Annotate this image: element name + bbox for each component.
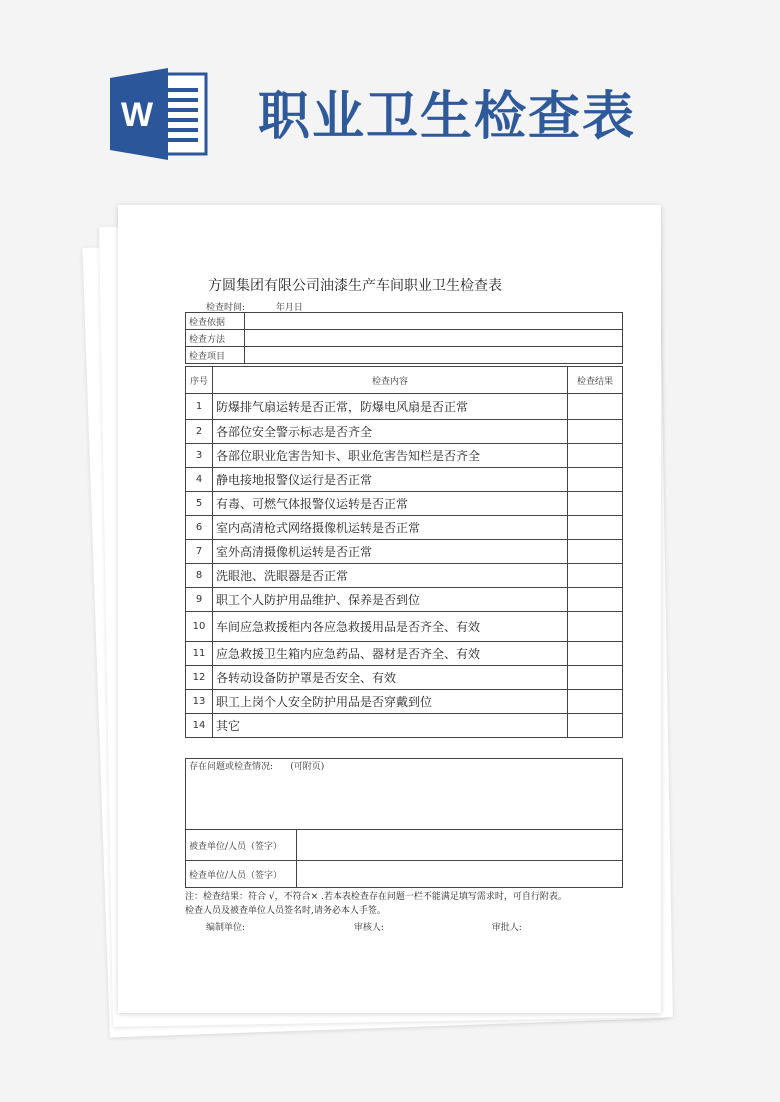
item-result-cell[interactable] [568,690,623,714]
inspected-signature-cell[interactable] [297,830,623,861]
header-num: 序号 [186,367,213,394]
meta-row [186,313,623,330]
item-number: 10 [186,612,213,642]
inspected-row [186,830,623,861]
footnote-line: 注：检查结果：符合 √，不符合× .若本表检查存在问题一栏不能满足填写需求时，可自行附表。 [185,892,567,902]
header-content: 检查内容 [213,367,568,394]
item-result-cell[interactable] [568,714,623,738]
item-number: 1 [186,394,213,420]
date-label: 检查时间: [206,303,246,313]
inspected-label: 被查单位/人员（签字） [186,830,297,861]
table-row [186,492,623,516]
item-content: 室内高清枪式网络摄像机运转是否正常 [213,516,568,540]
table-row [186,394,623,420]
item-result-cell[interactable] [568,666,623,690]
table-row [186,516,623,540]
item-content: 防爆排气扇运转是否正常，防爆电风扇是否正常 [213,394,568,420]
table-row [186,468,623,492]
item-content: 各转动设备防护罩是否安全、有效 [213,666,568,690]
item-content: 职工上岗个人安全防护用品是否穿戴到位 [213,690,568,714]
document-title: 方圆集团有限公司油漆生产车间职业卫生检查表 [208,278,502,294]
inspector-row [186,861,623,888]
item-content: 其它 [213,714,568,738]
word-logo-icon [110,68,208,160]
item-number: 7 [186,540,213,564]
item-content: 室外高清摄像机运转是否正常 [213,540,568,564]
meta-table [185,312,623,364]
item-content: 车间应急救援柜内各应急救援用品是否齐全、有效 [213,612,568,642]
item-number: 12 [186,666,213,690]
item-number: 9 [186,588,213,612]
table-row [186,642,623,666]
table-row [186,420,623,444]
compiler-label: 编制单位: [206,923,246,933]
item-result-cell[interactable] [568,612,623,642]
meta-label: 检查方法 [186,330,245,347]
document-page [118,205,661,1013]
table-row [186,588,623,612]
footnote-line: 检查人员及被查单位人员签名时,请务必本人手签。 [185,906,386,916]
problems-label: 存在问题或检查情况: [189,762,274,772]
item-content: 洗眼池、洗眼器是否正常 [213,564,568,588]
item-number: 11 [186,642,213,666]
signature-table [185,758,623,888]
item-number: 5 [186,492,213,516]
item-result-cell[interactable] [568,540,623,564]
word-logo-letter: W [120,96,154,134]
item-number: 8 [186,564,213,588]
problems-cell[interactable] [186,759,623,830]
header-result: 检查结果 [568,367,623,394]
item-content: 静电接地报警仪运行是否正常 [213,468,568,492]
item-content: 有毒、可燃气体报警仪运转是否正常 [213,492,568,516]
item-content: 各部位职业危害告知卡、职业危害告知栏是否齐全 [213,444,568,468]
meta-label: 检查项目 [186,347,245,364]
problems-row [186,759,623,830]
item-result-cell[interactable] [568,420,623,444]
item-result-cell[interactable] [568,642,623,666]
item-number: 6 [186,516,213,540]
item-result-cell[interactable] [568,444,623,468]
item-number: 3 [186,444,213,468]
item-result-cell[interactable] [568,516,623,540]
item-number: 4 [186,468,213,492]
table-row [186,612,623,642]
table-row [186,714,623,738]
approver-label: 审批人: [491,923,522,933]
item-result-cell[interactable] [568,468,623,492]
footnote [185,890,623,918]
meta-row [186,347,623,364]
table-row [186,666,623,690]
meta-value-cell[interactable] [245,330,623,347]
table-row [186,444,623,468]
inspector-label: 检查单位/人员（签字） [186,861,297,888]
item-number: 14 [186,714,213,738]
item-result-cell[interactable] [568,394,623,420]
table-row [186,690,623,714]
item-result-cell[interactable] [568,492,623,516]
problems-note: (可附页) [290,762,325,772]
item-result-cell[interactable] [568,564,623,588]
item-result-cell[interactable] [568,588,623,612]
item-number: 13 [186,690,213,714]
date-value: 年月日 [275,303,303,313]
item-content: 各部位安全警示标志是否齐全 [213,420,568,444]
inspector-signature-cell[interactable] [297,861,623,888]
table-row [186,564,623,588]
item-content: 应急救援卫生箱内应急药品、器材是否齐全、有效 [213,642,568,666]
reviewer-label: 审核人: [353,923,384,933]
banner-title: 职业卫生检查表 [258,87,637,147]
item-content: 职工个人防护用品维护、保养是否到位 [213,588,568,612]
approval-line [206,920,626,933]
meta-row [186,330,623,347]
checklist-table [185,366,623,738]
meta-value-cell[interactable] [245,313,623,330]
item-number: 2 [186,420,213,444]
table-row [186,540,623,564]
table-header-row [186,367,623,394]
meta-label: 检查依据 [186,313,245,330]
meta-value-cell[interactable] [245,347,623,364]
